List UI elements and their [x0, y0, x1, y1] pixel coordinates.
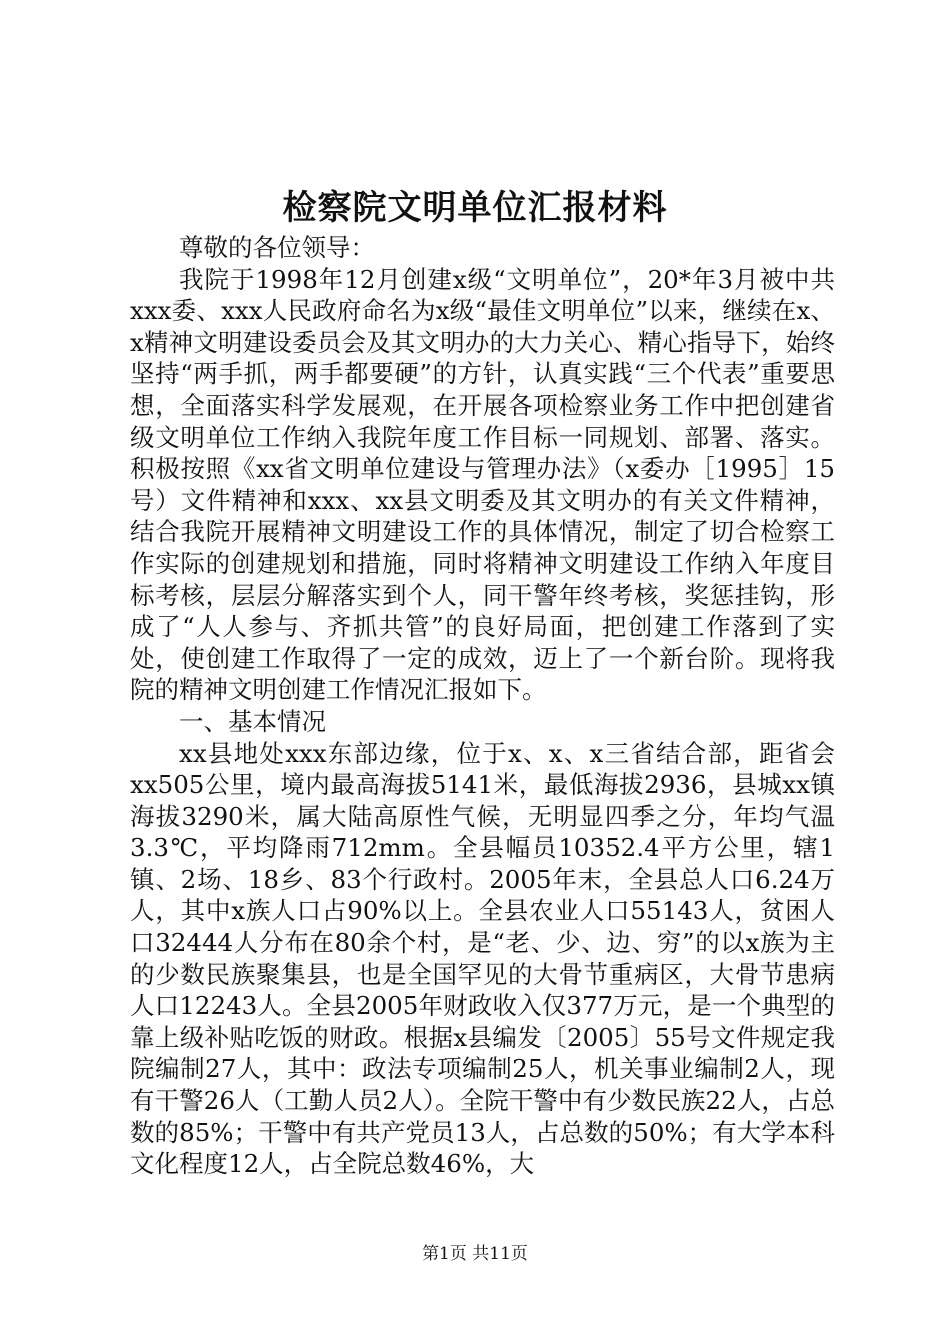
- document-body: [130, 232, 835, 1180]
- page-footer: 第1页 共11页: [422, 1244, 528, 1264]
- basic-info-paragraph: xx县地处xxx东部边缘，位于x、x、x三省结合部，距省会xx505公里，境内最高海拔5141米，最低海拔2936，县城xx镇海拔3290米，属大陆高原性气候，无明显四季之分，年均气温3.3℃，平均降雨712mm。全县幅员10352.4平方公里，辖1镇、2场、18乡、83个行政村。2005年末，全县总人口6.24万人，其中x族人口占90%以上。全县农业人口55143人，贫困人口32444人分布在80余个村，是“老、少、边、穷”的以x族为主的少数民族聚集县，也是全国罕见的大骨节重病区，大骨节患病人口12243人。全县2005年财政收入仅377万元，是一个典型的靠上级补贴吃饭的财政。根据x县编发〔2005〕55号文件规定我院编制27人，其中：政法专项编制25人，机关事业编制2人，现有干警26人（工勤人员2人）。全院干警中有少数民族22人，占总数的85%；干警中有共产党员13人，占总数的50%；有大学本科文化程度12人，占全院总数46%，大: [130, 738, 835, 1179]
- salutation-paragraph: 尊敬的各位领导：: [179, 233, 375, 262]
- intro-paragraph: 我院于1998年12月创建x级“文明单位”，20*年3月被中共xxx委、xxx人民政府命名为x级“最佳文明单位”以来，继续在x、x精神文明建设委员会及其文明办的大力关心、精心指导下，始终坚持“两手抓，两手都要硬”的方针，认真实践“三个代表”重要思想，全面落实科学发展观，在开展各项检察业务工作中把创建省级文明单位工作纳入我院年度工作目标一同规划、部署、落实。积极按照《xx省文明单位建设与管理办法》（x委办［1995］15号）文件精神和xxx、xx县文明委及其文明办的有关文件精神，结合我院开展精神文明建设工作的具体情况，制定了切合检察工作实际的创建规划和措施，同时将精神文明建设工作纳入年度目标考核，层层分解落实到个人，同干警年终考核，奖惩挂钩，形成了“人人参与、齐抓共管”的良好局面，把创建工作落到了实处，使创建工作取得了一定的成效，迈上了一个新台阶。现将我院的精神文明创建工作情况汇报如下。: [130, 264, 835, 705]
- section-heading: 一、基本情况: [179, 706, 326, 736]
- document-title: 检察院文明单位汇报材料: [282, 188, 668, 228]
